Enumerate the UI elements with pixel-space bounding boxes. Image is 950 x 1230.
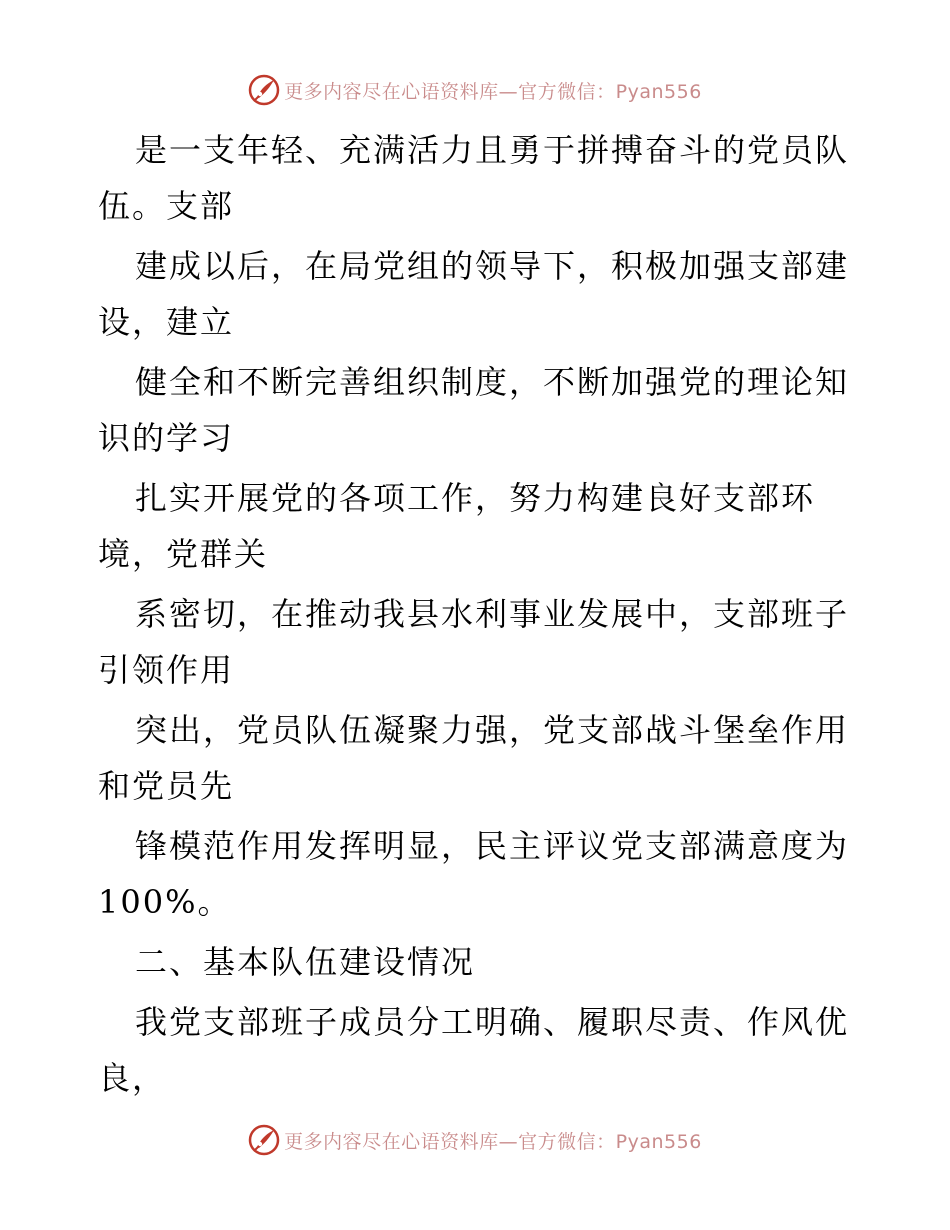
footer-banner — [0, 1120, 950, 1160]
paragraph-line: 伍。支部 — [98, 187, 235, 225]
paragraph-line: 扎实开展党的各项工作，努力构建良好支部环 — [135, 479, 816, 517]
paragraph-line: 系密切，在推动我县水利事业发展中，支部班子 — [135, 595, 850, 633]
header-banner — [0, 70, 950, 110]
quill-logo-icon — [248, 74, 280, 106]
paragraph-line: 和党员先 — [98, 767, 235, 805]
header-banner-text: 更多内容尽在心语资料库—官方微信：Pyan556 — [284, 80, 702, 103]
paragraph-line: 是一支年轻、充满活力且勇于拼搏奋斗的党员队 — [135, 131, 850, 169]
paragraph-line: 建成以后，在局党组的领导下，积极加强支部建 — [135, 247, 850, 285]
paragraph-line: 境，党群关 — [98, 535, 269, 573]
paragraph-line: 识的学习 — [98, 419, 235, 457]
paragraph-line: 健全和不断完善组织制度，不断加强党的理论知 — [135, 363, 850, 401]
paragraph-line: 锋模范作用发挥明显，民主评议党支部满意度为 — [135, 827, 850, 865]
paragraph-line: 设，建立 — [98, 303, 235, 341]
section-heading: 二、基本队伍建设情况 — [135, 943, 476, 981]
paragraph-line: 突出，党员队伍凝聚力强，党支部战斗堡垒作用 — [135, 711, 850, 749]
paragraph-line: 我党支部班子成员分工明确、履职尽责、作风优 — [135, 1003, 850, 1041]
paragraph-line: 引领作用 — [98, 651, 235, 689]
quill-logo-icon — [248, 1124, 280, 1156]
paragraph-line: 100%。 — [98, 883, 232, 921]
footer-banner-text: 更多内容尽在心语资料库—官方微信：Pyan556 — [284, 1130, 702, 1153]
paragraph-line: 良， — [98, 1059, 167, 1097]
